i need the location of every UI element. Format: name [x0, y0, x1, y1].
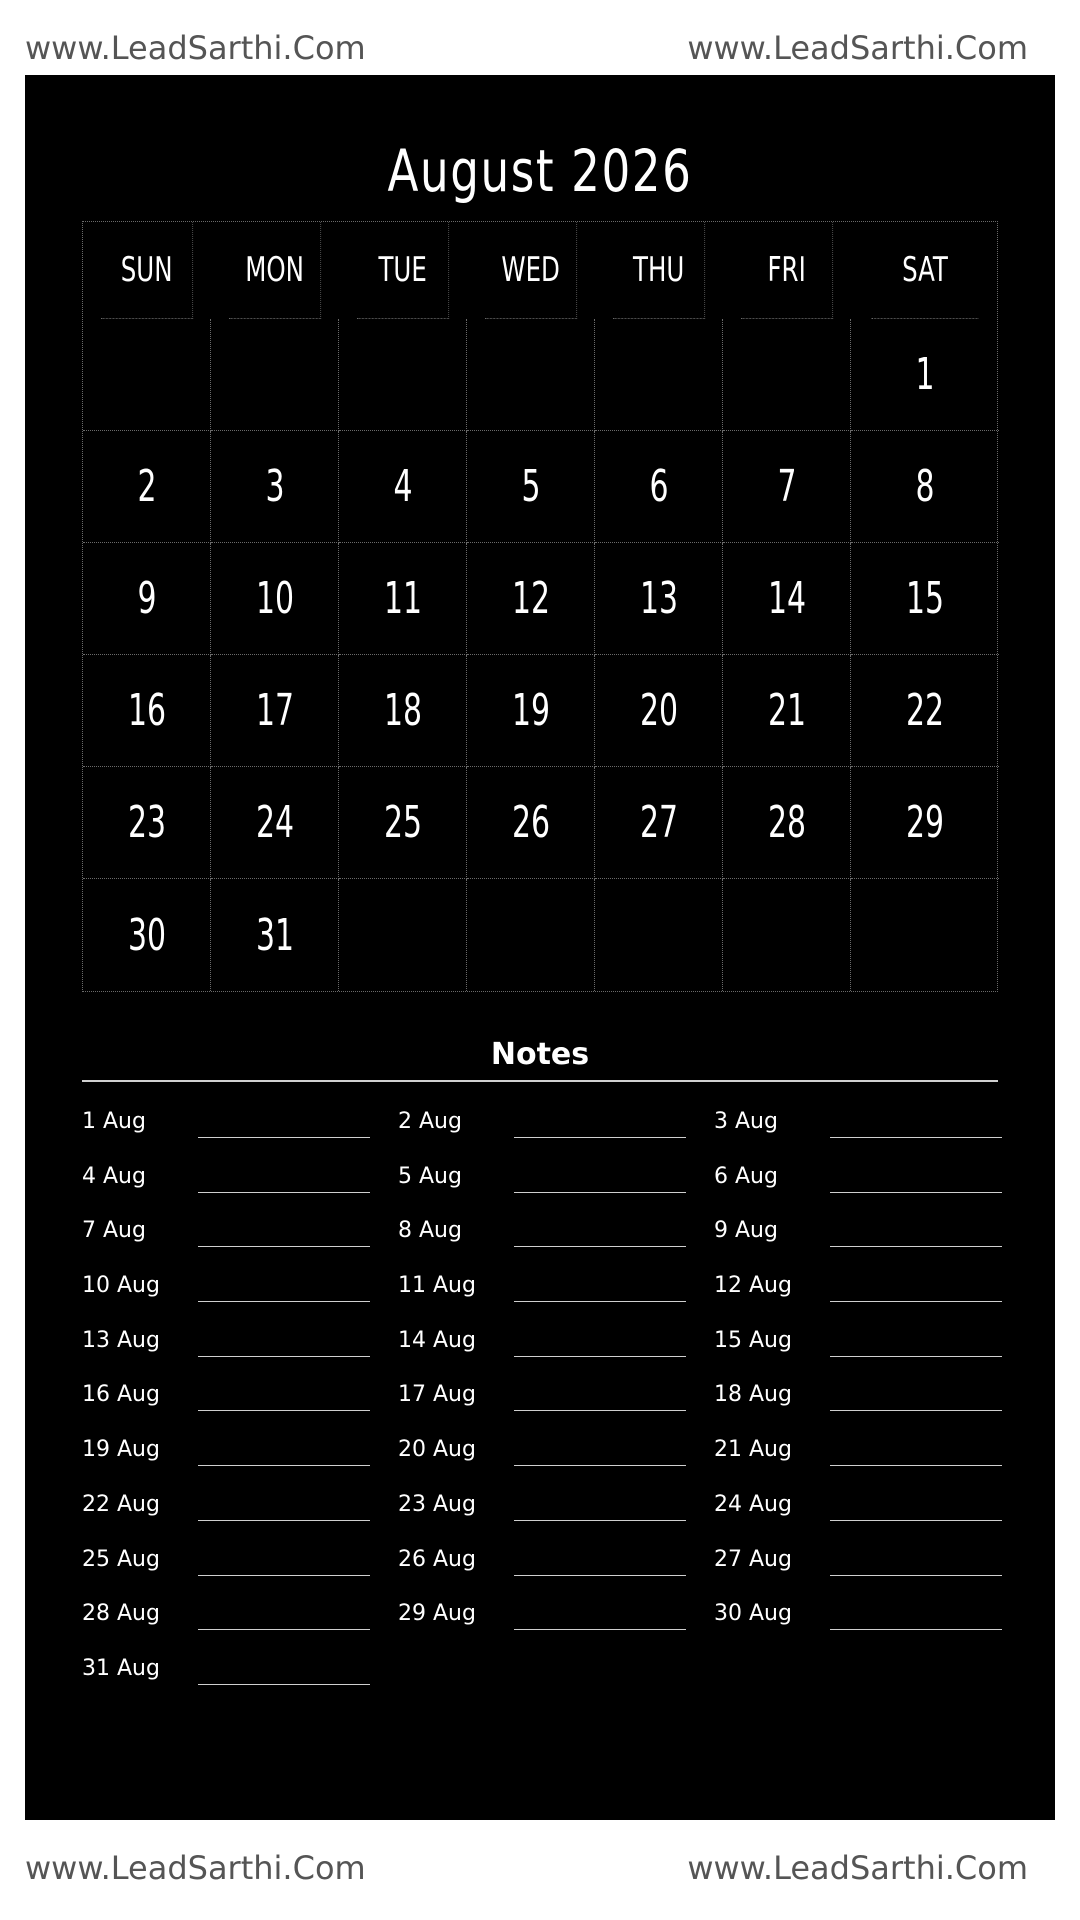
note-date-label: 17 Aug — [398, 1382, 476, 1408]
day-cell — [467, 319, 595, 431]
note-write-line — [198, 1629, 370, 1630]
note-entry — [398, 1269, 714, 1324]
note-date-label: 8 Aug — [398, 1218, 462, 1244]
day-cell — [211, 319, 339, 431]
weekday-sun: SUN — [101, 222, 193, 319]
note-entry — [398, 1214, 714, 1269]
notes-divider — [82, 1080, 998, 1082]
note-write-line — [198, 1684, 370, 1685]
note-write-line — [514, 1301, 686, 1302]
day-cell: 17 — [211, 655, 339, 767]
day-cell — [851, 879, 999, 991]
weekday-tue: TUE — [357, 222, 449, 319]
note-date-label: 21 Aug — [714, 1437, 792, 1463]
note-entry — [82, 1269, 398, 1324]
calendar-grid — [82, 221, 998, 992]
note-entry — [714, 1488, 1030, 1543]
day-cell: 4 — [339, 431, 467, 543]
day-cell: 5 — [467, 431, 595, 543]
day-cell: 10 — [211, 543, 339, 655]
note-entry — [398, 1488, 714, 1543]
note-entry — [714, 1433, 1030, 1488]
day-cell — [83, 319, 211, 431]
note-entry — [82, 1378, 398, 1433]
note-write-line — [514, 1520, 686, 1521]
note-date-label: 6 Aug — [714, 1163, 778, 1189]
note-write-line — [830, 1520, 1002, 1521]
note-entry — [398, 1324, 714, 1379]
note-write-line — [514, 1356, 686, 1357]
watermark-top-left: www.LeadSarthi.Com — [25, 29, 366, 67]
notes-title: Notes — [490, 1037, 590, 1072]
note-date-label: 23 Aug — [398, 1491, 476, 1517]
note-date-label: 10 Aug — [82, 1273, 160, 1299]
day-cell: 9 — [83, 543, 211, 655]
note-date-label: 20 Aug — [398, 1437, 476, 1463]
day-cell: 13 — [595, 543, 723, 655]
note-date-label: 26 Aug — [398, 1546, 476, 1572]
note-write-line — [514, 1410, 686, 1411]
note-entry — [714, 1324, 1030, 1379]
note-entry — [714, 1269, 1030, 1324]
day-cell: 27 — [595, 767, 723, 879]
day-cell: 7 — [723, 431, 851, 543]
note-date-label: 22 Aug — [82, 1491, 160, 1517]
note-date-label: 28 Aug — [82, 1601, 160, 1627]
watermark-bottom-right: www.LeadSarthi.Com — [687, 1849, 1028, 1887]
note-write-line — [514, 1575, 686, 1576]
note-write-line — [830, 1575, 1002, 1576]
note-date-label: 18 Aug — [714, 1382, 792, 1408]
day-cell: 18 — [339, 655, 467, 767]
note-write-line — [514, 1137, 686, 1138]
day-cell — [723, 319, 851, 431]
note-date-label: 1 Aug — [82, 1109, 146, 1134]
day-cell: 23 — [83, 767, 211, 879]
note-write-line — [198, 1246, 370, 1247]
note-date-label: 19 Aug — [82, 1437, 160, 1463]
note-entry — [398, 1105, 714, 1160]
note-date-label: 24 Aug — [714, 1491, 792, 1517]
weekday-fri: FRI — [741, 222, 833, 319]
note-write-line — [830, 1465, 1002, 1466]
note-date-label: 12 Aug — [714, 1273, 792, 1299]
note-entry — [398, 1543, 714, 1598]
day-cell — [339, 879, 467, 991]
note-entry — [82, 1324, 398, 1379]
note-write-line — [514, 1465, 686, 1466]
day-cell: 1 — [851, 319, 999, 431]
note-write-line — [830, 1192, 1002, 1193]
note-date-label: 3 Aug — [714, 1109, 778, 1134]
note-write-line — [198, 1301, 370, 1302]
day-cell: 2 — [83, 431, 211, 543]
month-title: August 2026 — [387, 137, 693, 205]
note-write-line — [514, 1192, 686, 1193]
weekday-wed: WED — [485, 222, 577, 319]
notes-list — [82, 1105, 998, 1707]
note-date-label: 2 Aug — [398, 1109, 462, 1134]
note-date-label: 5 Aug — [398, 1163, 462, 1189]
note-write-line — [198, 1520, 370, 1521]
day-cell: 6 — [595, 431, 723, 543]
day-cell: 26 — [467, 767, 595, 879]
day-cell: 19 — [467, 655, 595, 767]
note-date-label: 9 Aug — [714, 1218, 778, 1244]
day-cell: 11 — [339, 543, 467, 655]
note-date-label: 31 Aug — [82, 1655, 160, 1681]
note-entry — [82, 1433, 398, 1488]
day-cell: 20 — [595, 655, 723, 767]
weekday-sat: SAT — [872, 222, 979, 319]
note-date-label: 13 Aug — [82, 1327, 160, 1353]
note-date-label: 27 Aug — [714, 1546, 792, 1572]
note-write-line — [830, 1137, 1002, 1138]
note-entry — [714, 1597, 1030, 1652]
note-write-line — [198, 1356, 370, 1357]
day-cell: 12 — [467, 543, 595, 655]
day-cell: 22 — [851, 655, 999, 767]
note-write-line — [198, 1575, 370, 1576]
day-cell: 25 — [339, 767, 467, 879]
day-cell: 29 — [851, 767, 999, 879]
day-cell: 14 — [723, 543, 851, 655]
note-date-label: 14 Aug — [398, 1327, 476, 1353]
note-write-line — [198, 1137, 370, 1138]
note-write-line — [514, 1246, 686, 1247]
note-write-line — [830, 1356, 1002, 1357]
calendar-sheet — [25, 75, 1055, 1820]
day-cell — [723, 879, 851, 991]
weekday-mon: MON — [229, 222, 321, 319]
note-entry — [714, 1160, 1030, 1215]
note-entry — [714, 1105, 1030, 1160]
note-entry — [398, 1160, 714, 1215]
day-cell: 30 — [83, 879, 211, 991]
note-date-label: 16 Aug — [82, 1382, 160, 1408]
note-write-line — [830, 1301, 1002, 1302]
note-write-line — [830, 1246, 1002, 1247]
note-date-label: 15 Aug — [714, 1327, 792, 1353]
note-entry — [82, 1597, 398, 1652]
note-write-line — [830, 1410, 1002, 1411]
day-cell — [595, 879, 723, 991]
note-entry — [82, 1488, 398, 1543]
day-cell — [467, 879, 595, 991]
note-write-line — [198, 1465, 370, 1466]
note-entry — [82, 1652, 398, 1707]
note-date-label: 30 Aug — [714, 1601, 792, 1627]
note-entry — [398, 1433, 714, 1488]
note-date-label: 7 Aug — [82, 1218, 146, 1244]
note-entry — [82, 1214, 398, 1269]
watermark-top-right: www.LeadSarthi.Com — [687, 29, 1028, 67]
day-cell: 15 — [851, 543, 999, 655]
day-cell: 31 — [211, 879, 339, 991]
day-cell: 24 — [211, 767, 339, 879]
watermark-bottom-left: www.LeadSarthi.Com — [25, 1849, 366, 1887]
note-entry — [398, 1597, 714, 1652]
day-cell: 28 — [723, 767, 851, 879]
day-cell — [595, 319, 723, 431]
note-entry — [398, 1378, 714, 1433]
note-entry — [714, 1378, 1030, 1433]
day-cell: 21 — [723, 655, 851, 767]
note-entry — [714, 1214, 1030, 1269]
day-cell: 16 — [83, 655, 211, 767]
day-cell: 8 — [851, 431, 999, 543]
note-write-line — [198, 1410, 370, 1411]
note-write-line — [514, 1629, 686, 1630]
note-date-label: 29 Aug — [398, 1601, 476, 1627]
note-entry — [82, 1160, 398, 1215]
note-entry — [714, 1543, 1030, 1598]
note-write-line — [198, 1192, 370, 1193]
note-entry — [82, 1105, 398, 1160]
note-entry — [82, 1543, 398, 1598]
note-date-label: 11 Aug — [398, 1273, 476, 1299]
note-date-label: 4 Aug — [82, 1163, 146, 1189]
note-write-line — [830, 1629, 1002, 1630]
note-date-label: 25 Aug — [82, 1546, 160, 1572]
weekday-thu: THU — [613, 222, 705, 319]
day-cell: 3 — [211, 431, 339, 543]
day-cell — [339, 319, 467, 431]
